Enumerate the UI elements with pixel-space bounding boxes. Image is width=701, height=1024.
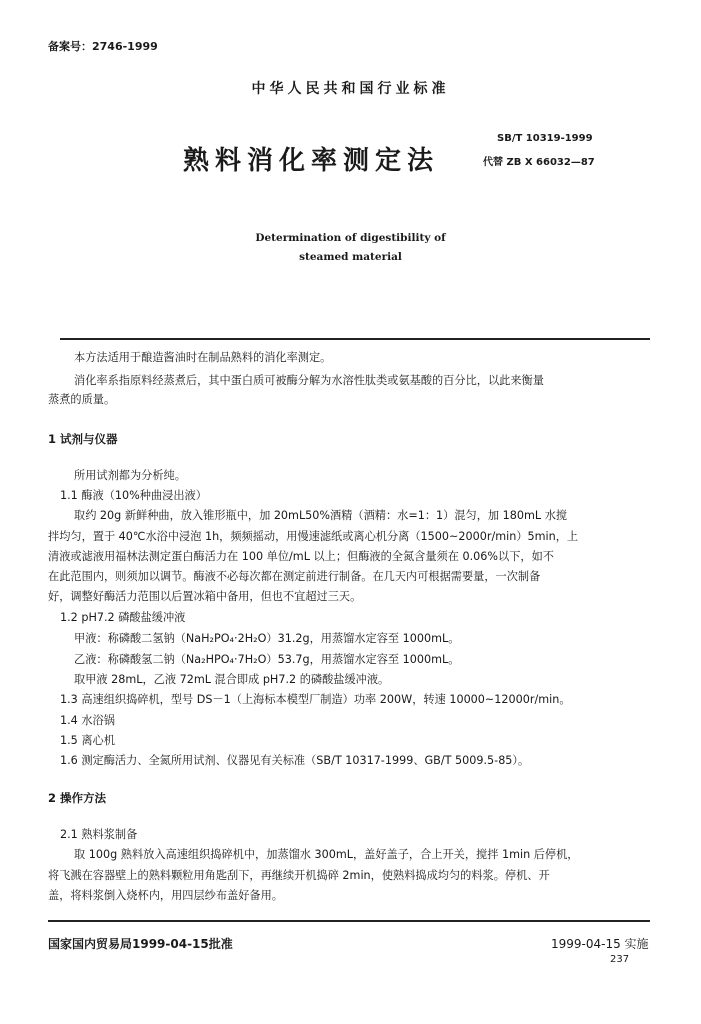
english-title-line-1: Determination of digestibility of <box>255 232 446 244</box>
reagent-note: 所用试剂都为分析纯。 <box>74 469 186 482</box>
standard-category: 中华人民共和国行业标准 <box>251 81 450 97</box>
section-1-1-line-2: 拌均匀，置于 40℃水浴中浸泡 1h，频频摇动，用慢速滤纸或离心机分离（1500~2000r/min）5min，上 <box>48 530 579 543</box>
intro-paragraph-2-line-1: 消化率系指原料经蒸煮后，其中蛋白质可被酶分解为水溶性肽类或氨基酸的百分比，以此来衡量 <box>74 374 544 387</box>
header-divider <box>60 338 650 340</box>
section-1-1-line-3: 清液或滤液用福林法测定蛋白酶活力在 100 单位/mL 以上；但酶液的全氮含量须在 0.06%以下，如不 <box>48 550 554 563</box>
section-1-1-line-1: 取约 20g 新鲜种曲，放入锥形瓶中，加 20mL50%酒精（酒精：水=1：1）混匀，加 180mL 水搅 <box>74 509 568 522</box>
section-2-1-line-3: 盖，将料浆倒入烧杯内，用四层纱布盖好备用。 <box>48 889 283 902</box>
replaces-standard: 代替 ZB X 66032—87 <box>483 157 595 168</box>
section-1-5: 1.5 离心机 <box>60 734 115 747</box>
approval-info: 国家国内贸易局1999-04-15批准 <box>48 937 233 951</box>
section-2-1-heading: 2.1 熟料浆制备 <box>60 828 138 841</box>
effective-date: 1999-04-15 实施 <box>551 937 649 951</box>
section-2-1-line-2: 将飞溅在容器壁上的熟料颗粒用角匙刮下，再继续开机捣碎 2min，使熟料捣成均匀的料浆。停机、开 <box>48 869 550 882</box>
intro-paragraph-1: 本方法适用于酿造酱油时在制品熟料的消化率测定。 <box>74 351 332 364</box>
section-1-1-heading: 1.1 酶液（10%种曲浸出液） <box>60 489 207 502</box>
standard-number: SB/T 10319-1999 <box>497 133 593 144</box>
solution-b: 乙液：称磷酸氢二钠（Na₂HPO₄·7H₂O）53.7g，用蒸馏水定容至 1000mL。 <box>74 653 460 666</box>
footer-divider <box>48 920 650 922</box>
page-number: 237 <box>610 954 630 965</box>
section-1-heading: 1 试剂与仪器 <box>48 432 118 446</box>
section-2-heading: 2 操作方法 <box>48 791 107 805</box>
filing-number: 备案号：2746-1999 <box>48 40 158 53</box>
section-1-6: 1.6 测定酶活力、全氮所用试剂、仪器见有关标准（SB/T 10317-1999、GB/T 5009.5-85）。 <box>60 754 530 767</box>
intro-paragraph-2-line-2: 蒸煮的质量。 <box>48 393 116 406</box>
section-1-3: 1.3 高速组织捣碎机，型号 DS－1（上海标本模型厂制造）功率 200W，转速 10000~12000r/min。 <box>60 693 571 706</box>
document-title: 熟料消化率测定法 <box>183 146 440 176</box>
english-title-line-2: steamed material <box>299 251 402 263</box>
section-1-1-line-5: 好，调整好酶活力范围以后置冰箱中备用，但也不宜超过三天。 <box>48 590 362 603</box>
section-1-2-heading: 1.2 pH7.2 磷酸盐缓冲液 <box>60 611 186 624</box>
section-1-1-line-4: 在此范围内，则须加以调节。酶液不必每次都在测定前进行制备。在几天内可根据需要量，一次制备 <box>48 570 541 583</box>
buffer-mix: 取甲液 28mL，乙液 72mL 混合即成 pH7.2 的磷酸盐缓冲液。 <box>74 673 390 686</box>
section-1-4: 1.4 水浴锅 <box>60 714 115 727</box>
solution-a: 甲液：称磷酸二氢钠（NaH₂PO₄·2H₂O）31.2g，用蒸馏水定容至 1000mL。 <box>74 632 460 645</box>
section-2-1-line-1: 取 100g 熟料放入高速组织捣碎机中，加蒸馏水 300mL，盖好盖子，合上开关，搅拌 1min 后停机， <box>74 848 579 861</box>
